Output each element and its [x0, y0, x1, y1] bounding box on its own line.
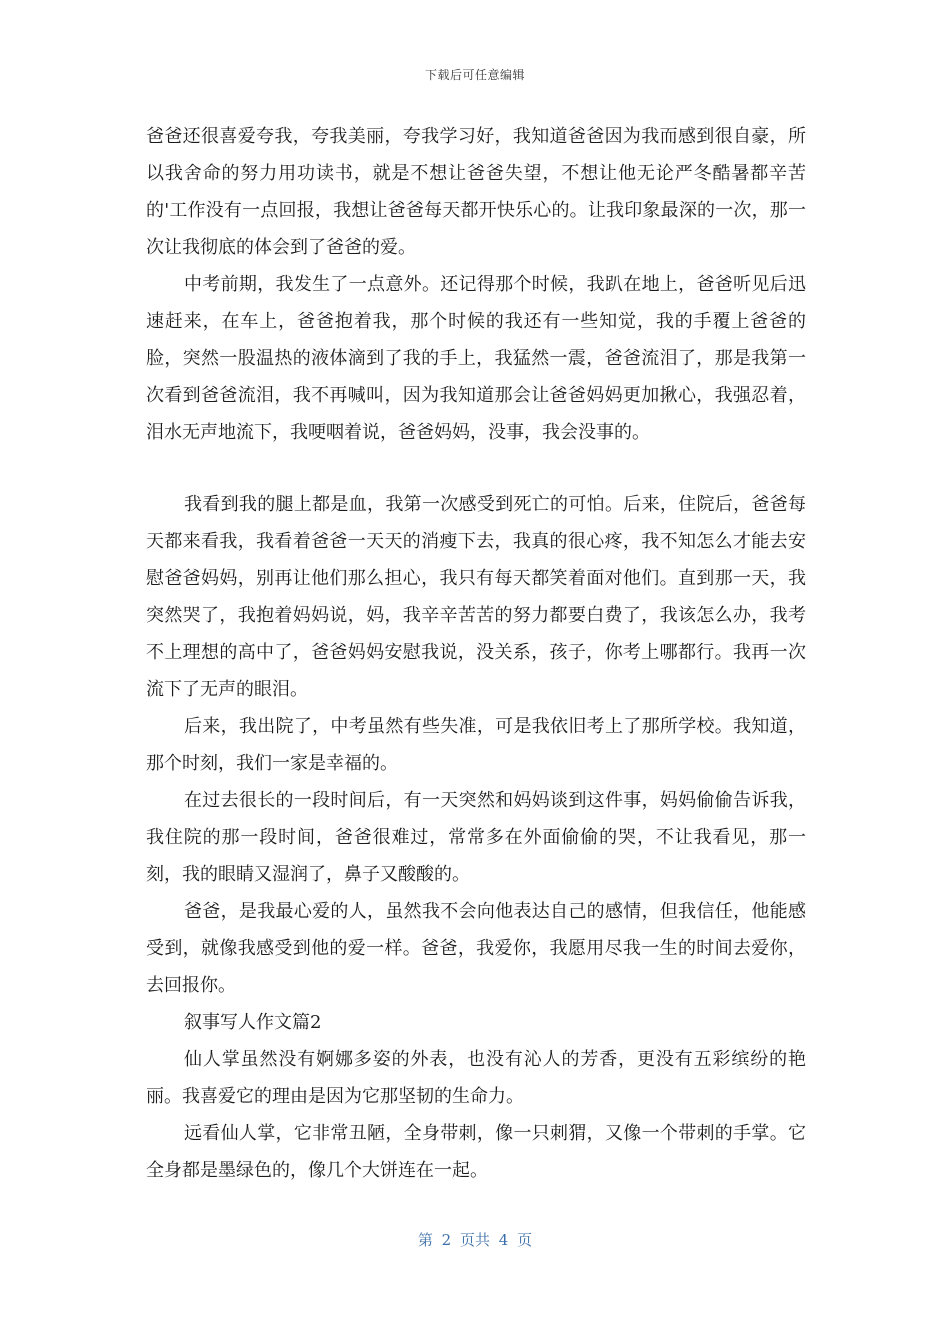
section-heading: 叙事写人作文篇2 [184, 1012, 322, 1033]
document-body [146, 118, 806, 1189]
paragraph-7: 仙人掌虽然没有婀娜多姿的外表，也没有沁人的芳香，更没有五彩缤纷的艳丽。我喜爱它的理由是因为它那坚韧的生命力。 [146, 1049, 806, 1107]
page-header: 下载后可任意编辑 [424, 68, 525, 82]
paragraph-6: 爸爸，是我最心爱的人，虽然我不会向他表达自己的感情，但我信任，他能感受到，就像我感受到他的爱一样。爸爸，我爱你，我愿用尽我一生的时间去爱你，去回报你。 [146, 901, 806, 996]
paragraph-8: 远看仙人掌，它非常丑陋，全身带刺，像一只刺猬，又像一个带刺的手掌。它全身都是墨绿色的，像几个大饼连在一起。 [146, 1123, 806, 1181]
paragraph-2: 中考前期，我发生了一点意外。还记得那个时候，我趴在地上，爸爸听见后迅速赶来，在车上，爸爸抱着我，那个时候的我还有一些知觉，我的手覆上爸爸的脸，突然一股温热的液体滴到了我的手上，我猛然一震，爸爸流泪了，那是我第一次看到爸爸流泪，我不再喊叫，因为我知道那会让爸爸妈妈更加揪心，我强忍着，泪水无声地流下，我哽咽着说，爸爸妈妈，没事，我会没事的。 [146, 274, 806, 443]
paragraph-4: 后来，我出院了，中考虽然有些失准，可是我依旧考上了那所学校。我知道，那个时刻，我们一家是幸福的。 [146, 716, 806, 774]
page-footer: 第 2 页共 4 页 [417, 1231, 533, 1249]
paragraph-1: 爸爸还很喜爱夸我，夸我美丽，夸我学习好，我知道爸爸因为我而感到很自豪，所以我舍命的努力用功读书，就是不想让爸爸失望，不想让他无论严冬酷暑都辛苦的'工作没有一点回报，我想让爸爸每天都开快乐心的。让我印象最深的一次，那一次让我彻底的体会到了爸爸的爱。 [146, 126, 806, 258]
paragraph-5: 在过去很长的一段时间后，有一天突然和妈妈谈到这件事，妈妈偷偷告诉我，我住院的那一段时间，爸爸很难过，常常多在外面偷偷的哭，不让我看见，那一刻，我的眼睛又湿润了，鼻子又酸酸的。 [146, 790, 806, 885]
paragraph-3: 我看到我的腿上都是血，我第一次感受到死亡的可怕。后来，住院后，爸爸每天都来看我，我看着爸爸一天天的消瘦下去，我真的很心疼，我不知怎么才能去安慰爸爸妈妈，别再让他们那么担心，我只有每天都笑着面对他们。直到那一天，我突然哭了，我抱着妈妈说，妈，我辛辛苦苦的努力都要白费了，我该怎么办，我考不上理想的高中了，爸爸妈妈安慰我说，没关系，孩子，你考上哪都行。我再一次流下了无声的眼泪。 [146, 494, 806, 700]
